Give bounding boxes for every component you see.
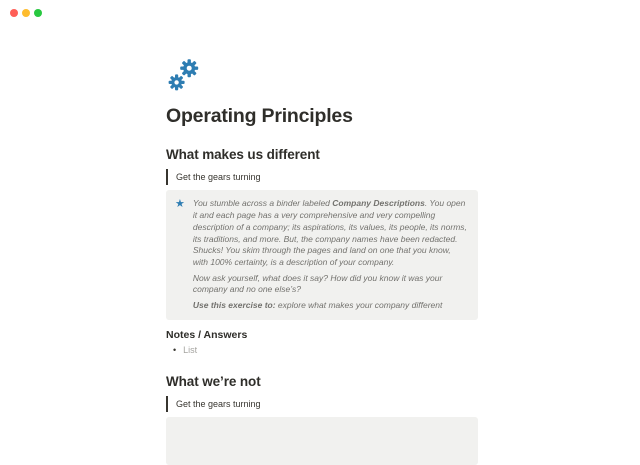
zoom-window-button[interactable]	[34, 9, 42, 17]
quote-block-2[interactable]	[166, 396, 478, 412]
callout-paragraph-1[interactable]	[193, 198, 468, 268]
page-content	[166, 0, 478, 465]
list-placeholder-text[interactable]: List	[183, 344, 198, 355]
star-icon[interactable]: ★	[175, 198, 185, 211]
callout-paragraph-3[interactable]	[193, 300, 468, 312]
callout-block[interactable]	[166, 190, 478, 319]
callout-body	[193, 198, 468, 311]
bulleted-list-item[interactable]	[166, 345, 478, 356]
quote-block[interactable]	[166, 169, 478, 185]
section-heading-different[interactable]: What makes us different	[166, 147, 320, 163]
quote-bar	[166, 396, 168, 412]
section-heading-not[interactable]: What we’re not	[166, 373, 261, 389]
notes-answers-heading[interactable]: Notes / Answers	[166, 328, 248, 341]
window-controls	[10, 9, 42, 17]
callout-p1-bold: Company Descriptions	[332, 198, 425, 209]
close-window-button[interactable]	[10, 9, 18, 17]
quote-bar	[166, 169, 168, 185]
quote-text[interactable]: Get the gears turning	[176, 398, 261, 409]
page-title[interactable]: Operating Principles	[166, 105, 353, 127]
callout-p1-pre: You stumble across a binder labeled	[192, 198, 333, 209]
minimize-window-button[interactable]	[22, 9, 30, 17]
quote-text[interactable]: Get the gears turning	[176, 172, 261, 183]
callout-p1-post: . You open it and each page has a very comprehensive and very compelling description of a company; its aspirations, its values, its people, its norms, its traditions, and more. But, the company names have been redacted. Shucks! You skim through the pages and land on one that you know, with 100% certainty, is a description of your company.	[192, 198, 467, 267]
callout-block-2-partial[interactable]	[166, 417, 478, 465]
callout-paragraph-2[interactable]: Now ask yourself, what does it say? How did you know it was your company and no one else’s?	[192, 272, 443, 295]
bullet-marker: •	[173, 344, 177, 355]
callout-p3-rest: explore what makes your company different	[275, 300, 443, 311]
callout-p3-bold: Use this exercise to:	[192, 300, 276, 311]
gears-icon[interactable]	[166, 58, 202, 94]
